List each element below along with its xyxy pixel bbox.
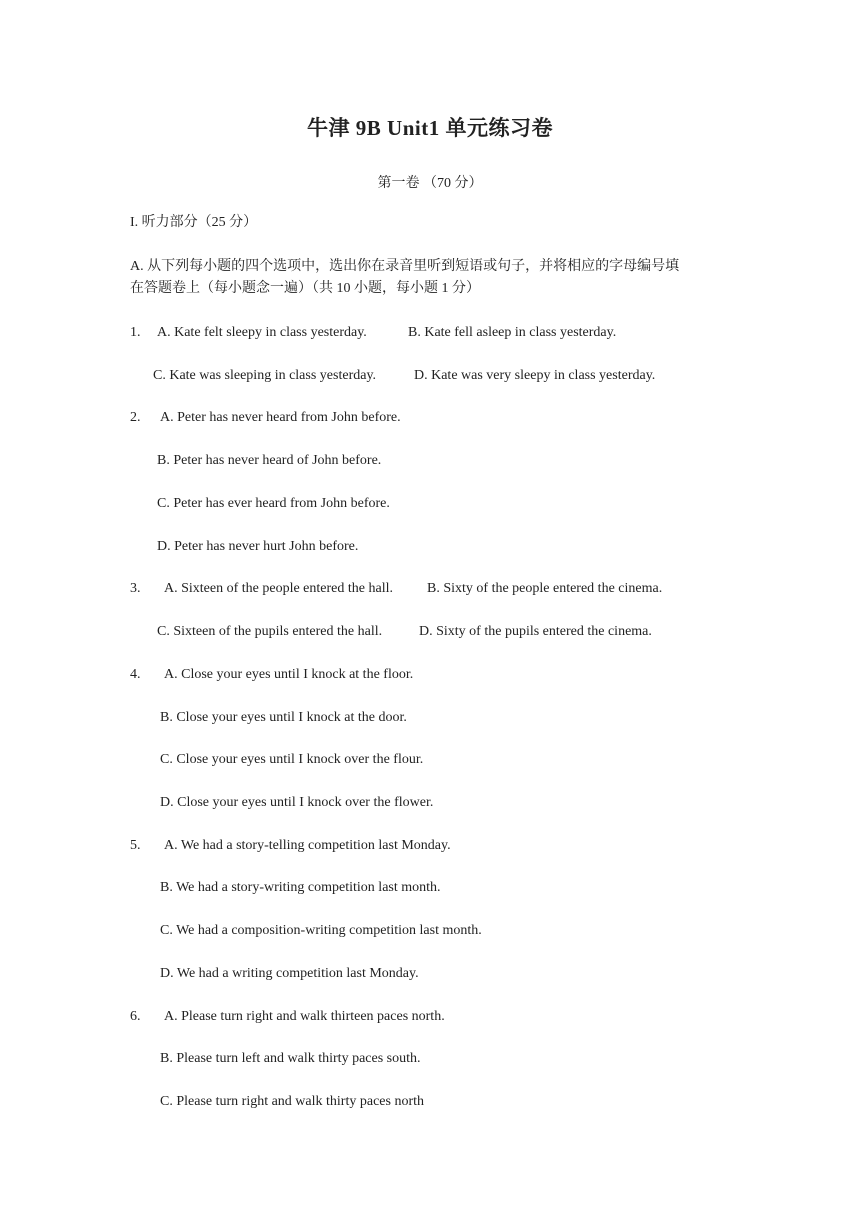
option-c: C. Kate was sleeping in class yesterday. xyxy=(153,368,377,383)
option-b: B. We had a story-writing competition last month. xyxy=(160,880,441,895)
option-d: D. Close your eyes until I knock over the flower. xyxy=(160,795,434,810)
instruction-line-1: A. 从下列每小题的四个选项中，选出你在录音里听到短语或句子，并将相应的字母编号填 xyxy=(130,259,680,274)
option-d: D. We had a writing competition last Monday. xyxy=(160,966,419,981)
question-number: 1. xyxy=(130,325,141,340)
option-b: B. Peter has never heard of John before. xyxy=(157,453,382,468)
question-number: 5. xyxy=(130,838,141,853)
instruction-line-2: 在答题卷上（每小题念一遍）（共 10 小题，每小题 1 分） xyxy=(130,281,480,296)
option-c: C. Sixteen of the pupils entered the hall. xyxy=(157,624,383,639)
page-title: 牛津 9B Unit1 单元练习卷 xyxy=(307,116,553,140)
option-d: D. Kate was very sleepy in class yesterday. xyxy=(414,368,656,383)
option-c: C. Close your eyes until I knock over the flour. xyxy=(160,752,424,767)
paper-part-heading: 第一卷 （70 分） xyxy=(377,176,483,191)
option-a: A. We had a story-telling competition last Monday. xyxy=(164,838,451,853)
option-c: C. Peter has ever heard from John before. xyxy=(157,496,390,511)
section-heading: I. 听力部分（25 分） xyxy=(130,215,258,230)
option-b: B. Sixty of the people entered the cinema. xyxy=(427,581,663,596)
option-c: C. Please turn right and walk thirty paces north xyxy=(160,1094,424,1109)
option-b: B. Close your eyes until I knock at the door. xyxy=(160,710,407,725)
option-a: A. Please turn right and walk thirteen paces north. xyxy=(164,1009,445,1024)
option-a: A. Sixteen of the people entered the hall. xyxy=(164,581,393,596)
option-c: C. We had a composition-writing competition last month. xyxy=(160,923,482,938)
option-b: B. Please turn left and walk thirty paces south. xyxy=(160,1051,421,1066)
option-a: A. Kate felt sleepy in class yesterday. xyxy=(157,325,367,340)
question-number: 3. xyxy=(130,581,141,596)
option-a: A. Peter has never heard from John before. xyxy=(160,410,401,425)
option-a: A. Close your eyes until I knock at the floor. xyxy=(164,667,414,682)
option-d: D. Sixty of the pupils entered the cinema. xyxy=(419,624,652,639)
question-number: 4. xyxy=(130,667,141,682)
option-d: D. Peter has never hurt John before. xyxy=(157,539,359,554)
option-b: B. Kate fell asleep in class yesterday. xyxy=(408,325,617,340)
question-number: 6. xyxy=(130,1009,141,1024)
question-number: 2. xyxy=(130,410,141,425)
